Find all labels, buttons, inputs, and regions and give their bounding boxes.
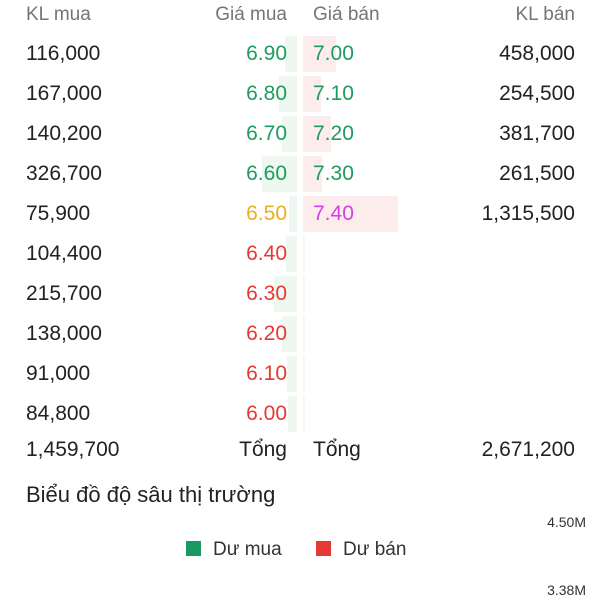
order-book-row[interactable] [0,154,600,194]
buy-price[interactable]: 6.20 [246,322,287,345]
order-book-row[interactable] [0,194,600,234]
total-sell-qty: 2,671,200 [481,438,575,461]
order-book-row[interactable] [0,34,600,74]
legend-swatch-buy [186,541,201,556]
sell-qty: 1,315,500 [481,202,575,225]
legend-item-sell[interactable] [316,538,406,562]
buy-price[interactable]: 6.00 [246,402,287,425]
sell-price[interactable]: 7.00 [313,42,354,65]
sell-qty: 458,000 [499,42,575,65]
depth-chart-legend [0,538,600,562]
sell-price[interactable]: 7.40 [313,202,354,225]
buy-qty: 167,000 [26,82,102,105]
sell-qty: 261,500 [499,162,575,185]
buy-qty: 326,700 [26,162,102,185]
order-book-row[interactable] [0,354,600,394]
buy-price[interactable]: 6.50 [246,202,287,225]
order-book-row[interactable] [0,394,600,434]
empty-sell-slot [303,276,305,312]
order-book-row[interactable] [0,314,600,354]
buy-price[interactable]: 6.90 [246,42,287,65]
header-kl-ban: KL bán [515,4,575,25]
legend-label-sell: Dư bán [343,539,407,560]
header-gia-mua: Giá mua [215,4,287,25]
order-book-row[interactable] [0,234,600,274]
legend-label-buy: Dư mua [213,539,282,560]
buy-qty: 116,000 [26,42,101,65]
buy-price[interactable]: 6.40 [246,242,287,265]
depth-chart-title: Biểu đồ độ sâu thị trường [26,482,276,507]
buy-volume-bar [286,236,297,272]
buy-volume-bar [287,356,297,392]
header-gia-ban: Giá bán [313,4,380,25]
buy-price[interactable]: 6.10 [246,362,287,385]
sell-price[interactable]: 7.30 [313,162,354,185]
buy-price[interactable]: 6.30 [246,282,287,305]
empty-sell-slot [303,236,305,272]
y-axis-label-second: 3.38M [547,582,586,598]
buy-qty: 138,000 [26,322,102,345]
buy-price[interactable]: 6.80 [246,82,287,105]
order-book-row[interactable] [0,114,600,154]
buy-volume-bar [289,196,297,232]
empty-sell-slot [303,396,305,432]
buy-qty: 215,700 [26,282,102,305]
total-buy-qty: 1,459,700 [26,438,120,461]
buy-qty: 104,400 [26,242,102,265]
buy-volume-bar [288,396,297,432]
sell-qty: 254,500 [499,82,575,105]
empty-sell-slot [303,316,305,352]
total-sell-label: Tổng [313,438,361,461]
order-book-row[interactable] [0,274,600,314]
buy-qty: 84,800 [26,402,91,425]
total-buy-label: Tổng [239,438,287,461]
buy-qty: 75,900 [26,202,91,225]
buy-qty: 140,200 [26,122,102,145]
header-kl-mua: KL mua [26,4,91,25]
sell-price[interactable]: 7.20 [313,122,354,145]
buy-qty: 91,000 [26,362,91,385]
legend-item-buy[interactable] [186,538,282,562]
y-axis-label-top: 4.50M [547,514,586,530]
legend-swatch-sell [316,541,331,556]
empty-sell-slot [303,356,305,392]
buy-price[interactable]: 6.70 [246,122,287,145]
sell-qty: 381,700 [499,122,575,145]
order-book-row[interactable] [0,74,600,114]
sell-price[interactable]: 7.10 [313,82,354,105]
buy-price[interactable]: 6.60 [246,162,287,185]
